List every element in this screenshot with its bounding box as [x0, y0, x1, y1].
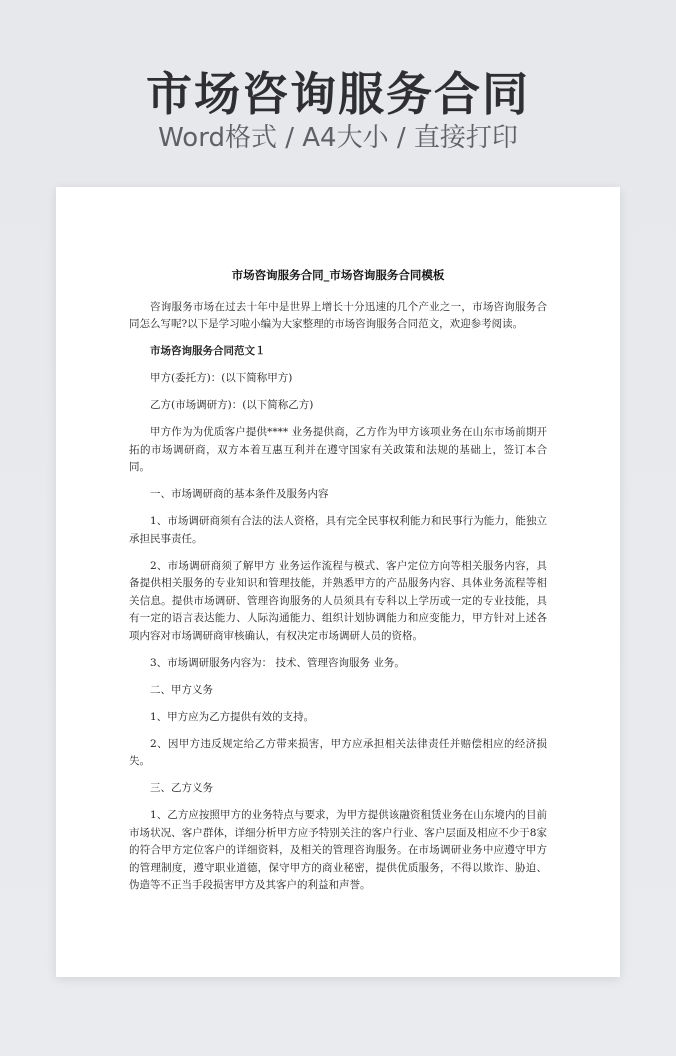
document-body	[129, 267, 547, 904]
paragraph: 咨询服务市场在过去十年中是世界上增长十分迅速的几个产业之一，市场咨询服务合同怎么写呢?以下是学习啦小编为大家整理的市场咨询服务合同范文，欢迎参考阅读。	[129, 300, 547, 330]
paragraph-list	[129, 299, 547, 895]
paragraph: 1、市场调研商须有合法的法人资格，具有完全民事权利能力和民事行为能力，能独立承担民事责任。	[129, 515, 547, 545]
paragraph: 一、市场调研商的基本条件及服务内容	[150, 488, 329, 500]
paragraph: 1、乙方应按照甲方的业务特点与要求，为甲方提供该融资租赁业务在山东境内的目前市场状况、客户群体，详细分析甲方应予特别关注的客户行业、客户层面及相应不少于8家的符合甲方定位客户的详细资料，及相关的管理咨询服务。在市场调研业务中应遵守甲方的管理制度，遵守职业道德，保守甲方的商业秘密，提供优质服务，不得以欺诈、胁迫、伪造等不正当手段损害甲方及其客户的利益和声誉。	[129, 809, 547, 891]
paragraph: 1、甲方应为乙方提供有效的支持。	[150, 710, 315, 723]
paragraph: 3、市场调研服务内容为： 技术、管理咨询服务 业务。	[150, 656, 405, 669]
section-heading: 市场咨询服务合同范文１	[150, 345, 266, 357]
document-page	[56, 187, 620, 977]
paragraph: 2、因甲方违反规定给乙方带来损害，甲方应承担相关法律责任并赔偿相应的经济损失。	[129, 737, 547, 767]
document-title: 市场咨询服务合同_市场咨询服务合同模板	[231, 268, 445, 282]
paragraph: 二、甲方义务	[150, 683, 213, 696]
paragraph: 甲方作为为优质客户提供**** 业务提供商，乙方作为甲方该项业务在山东市场前期开拓的市场调研商，双方本着互惠互利并在遵守国家有关政策和法规的基础上，签订本合同。	[129, 426, 547, 473]
paragraph: 乙方(市场调研方)：(以下简称乙方)	[150, 399, 314, 411]
paragraph: 2、市场调研商须了解甲方 业务运作流程与模式、客户定位方向等相关服务内容，具备提供相关服务的专业知识和管理技能，并熟悉甲方的产品服务内容、具体业务流程等相关信息。提供市场调研、管理咨询服务的人员须具有专科以上学历或一定的专业技能，具有一定的语言表达能力、人际沟通能力、组织计划协调能力和应变能力，甲方针对上述各项内容对市场调研商审核确认，有权决定市场调研人员的资格。	[129, 559, 547, 642]
paragraph: 三、乙方义务	[150, 782, 213, 794]
paragraph: 甲方(委托方)：(以下简称甲方)	[150, 372, 293, 384]
hero-title: 市场咨询服务合同	[146, 67, 530, 121]
hero-subtitle: Word格式 / A4大小 / 直接打印	[158, 123, 518, 153]
